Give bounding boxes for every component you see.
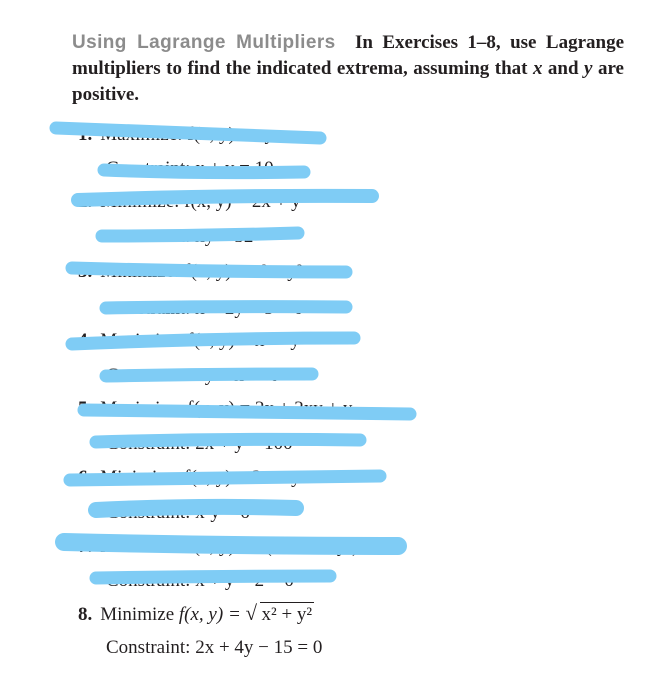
exercise-8-radicand: x² + y²: [261, 604, 313, 625]
exercise-6-constraint: Constraint: x²y = 6: [106, 502, 250, 523]
scribble-stroke-2: [104, 170, 304, 173]
section-intro: In Exercises 1–8, use Lagrange multipliers to find the indicated extrema, assuming that x and y are positive.: [72, 32, 625, 105]
scribble-stroke-8: [106, 374, 312, 376]
exercise-3-objective: 3. Minimize: f(x, y) = x² + y²: [78, 261, 303, 282]
exercise-8-number: 8.: [78, 604, 93, 625]
scribble-stroke-6: [106, 307, 346, 308]
scribble-stroke-9: [84, 410, 410, 414]
scribble-stroke-5: [72, 268, 346, 272]
exercise-8-prefix: Minimize: [100, 604, 175, 625]
scribble-stroke-7: [72, 338, 354, 344]
scribble-stroke-10: [96, 439, 360, 442]
exercise-7-objective: 7. Maximize: f(x, y) = √(6 − x² − y²): [78, 536, 359, 557]
exercise-1-constraint: Constraint: x + y = 10: [106, 158, 274, 179]
exercise-5-constraint: Constraint: 2x + y = 100: [106, 433, 293, 454]
exercise-3-constraint: Constraint: x + 2y − 5 = 0: [106, 298, 304, 319]
scribble-stroke-12: [96, 507, 296, 510]
scribble-stroke-4: [102, 233, 298, 236]
exercise-6-objective: 6. Minimize: f(x, y) = 3x + y + 10: [78, 467, 340, 488]
scribble-stroke-14: [96, 576, 330, 578]
exercise-8-constraint: Constraint: 2x + 4y − 15 = 0: [106, 637, 323, 658]
exercise-2-constraint: Constraint: xy = 32: [106, 226, 254, 247]
exercise-8-function: f(x, y) =: [178, 604, 241, 625]
scribble-stroke-11: [70, 476, 380, 480]
scribble-stroke-3: [78, 196, 372, 200]
scribble-stroke-1: [56, 128, 320, 138]
square-root-icon: √ x² + y²: [245, 601, 313, 625]
exercise-4-objective: 4. Maximize: f(x, y) = x² − y²: [78, 330, 306, 351]
exercise-2-objective: 2. Minimize: f(x, y) = 2x + y: [78, 191, 301, 212]
exercise-5-objective: 5. Maximize: f(x, y) = 2x + 2xy + y: [78, 398, 353, 419]
exercise-1-objective: 1. Maximize: f(x, y) = xy: [78, 124, 275, 145]
exercise-4-constraint: Constraint: 2y − x² = 0: [106, 365, 280, 386]
section-title: Using Lagrange Multipliers: [72, 32, 336, 53]
exercise-7-constraint: Constraint: x + y − 2 = 0: [106, 570, 294, 591]
scribble-stroke-13: [64, 542, 398, 546]
